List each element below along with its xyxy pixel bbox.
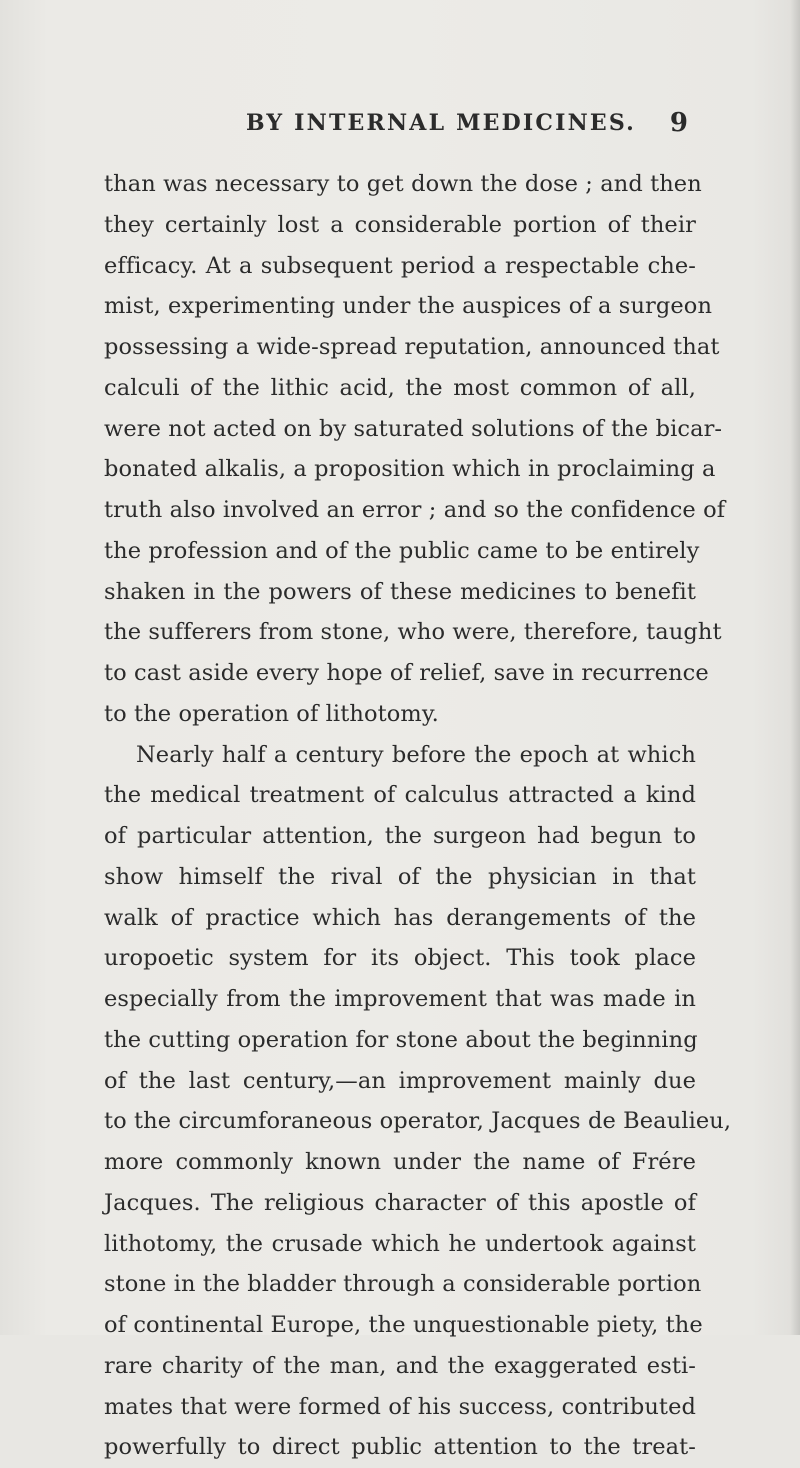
paragraph-last-line: to the operation of lithotomy.: [104, 700, 439, 727]
text-line: bonated alkalis, a proposition which in proclaiming a: [104, 456, 716, 483]
running-title: BY INTERNAL MEDICINES.: [246, 110, 637, 136]
text-line: mates that were formed of his success, contributed: [104, 1393, 696, 1420]
text-line: uropoetic system for its object. This took place: [104, 945, 696, 972]
text-line: lithotomy, the crusade which he undertook against: [104, 1230, 696, 1257]
text-line: Jacques. The religious character of this apostle of: [104, 1189, 696, 1216]
paragraph-first-line: Nearly half a century before the epoch at which: [136, 741, 696, 768]
text-line: stone in the bladder through a considerable portion: [104, 1271, 702, 1298]
page-number: 9: [669, 108, 688, 138]
body-text: [104, 164, 732, 1468]
text-line: possessing a wide-spread reputation, announced that: [104, 334, 720, 360]
text-line: efficacy. At a subsequent period a respectable che-: [104, 252, 696, 279]
text-line: calculi of the lithic acid, the most common of all,: [104, 374, 696, 401]
text-line: the cutting operation for stone about the beginning: [104, 1026, 698, 1053]
text-line: of continental Europe, the unquestionable piety, the: [104, 1312, 703, 1338]
text-line: the sufferers from stone, who were, therefore, taught: [104, 619, 722, 646]
text-line: than was necessary to get down the dose ; and then: [104, 171, 702, 197]
text-line: especially from the improvement that was made in: [104, 986, 696, 1012]
text-line: they certainly lost a considerable portion of their: [104, 211, 696, 238]
text-line: to cast aside every hope of relief, save in recurrence: [104, 660, 709, 686]
text-line: of particular attention, the surgeon had begun to: [104, 823, 696, 849]
text-line: more commonly known under the name of Frére: [104, 1149, 696, 1175]
text-line: rare charity of the man, and the exaggerated esti-: [104, 1352, 696, 1379]
running-head: [246, 110, 688, 144]
text-line: of the last century,—an improvement mainly due: [104, 1067, 696, 1094]
text-line: the profession and of the public came to be entirely: [104, 537, 700, 564]
text-line: powerfully to direct public attention to the treat-: [104, 1434, 696, 1461]
text-line: show himself the rival of the physician in that: [104, 863, 696, 890]
text-line: truth also involved an error ; and so the confidence of: [104, 497, 726, 523]
page-edge-shadow: [790, 0, 800, 1335]
text-line: the medical treatment of calculus attracted a kind: [104, 782, 696, 809]
text-line: mist, experimenting under the auspices of a surgeon: [104, 293, 713, 320]
text-line: shaken in the powers of these medicines to benefit: [104, 578, 696, 605]
text-line: were not acted on by saturated solutions of the bicar-: [104, 415, 723, 442]
text-line: walk of practice which has derangements of the: [104, 904, 696, 931]
text-line: to the circumforaneous operator, Jacques de Beaulieu,: [104, 1108, 732, 1135]
